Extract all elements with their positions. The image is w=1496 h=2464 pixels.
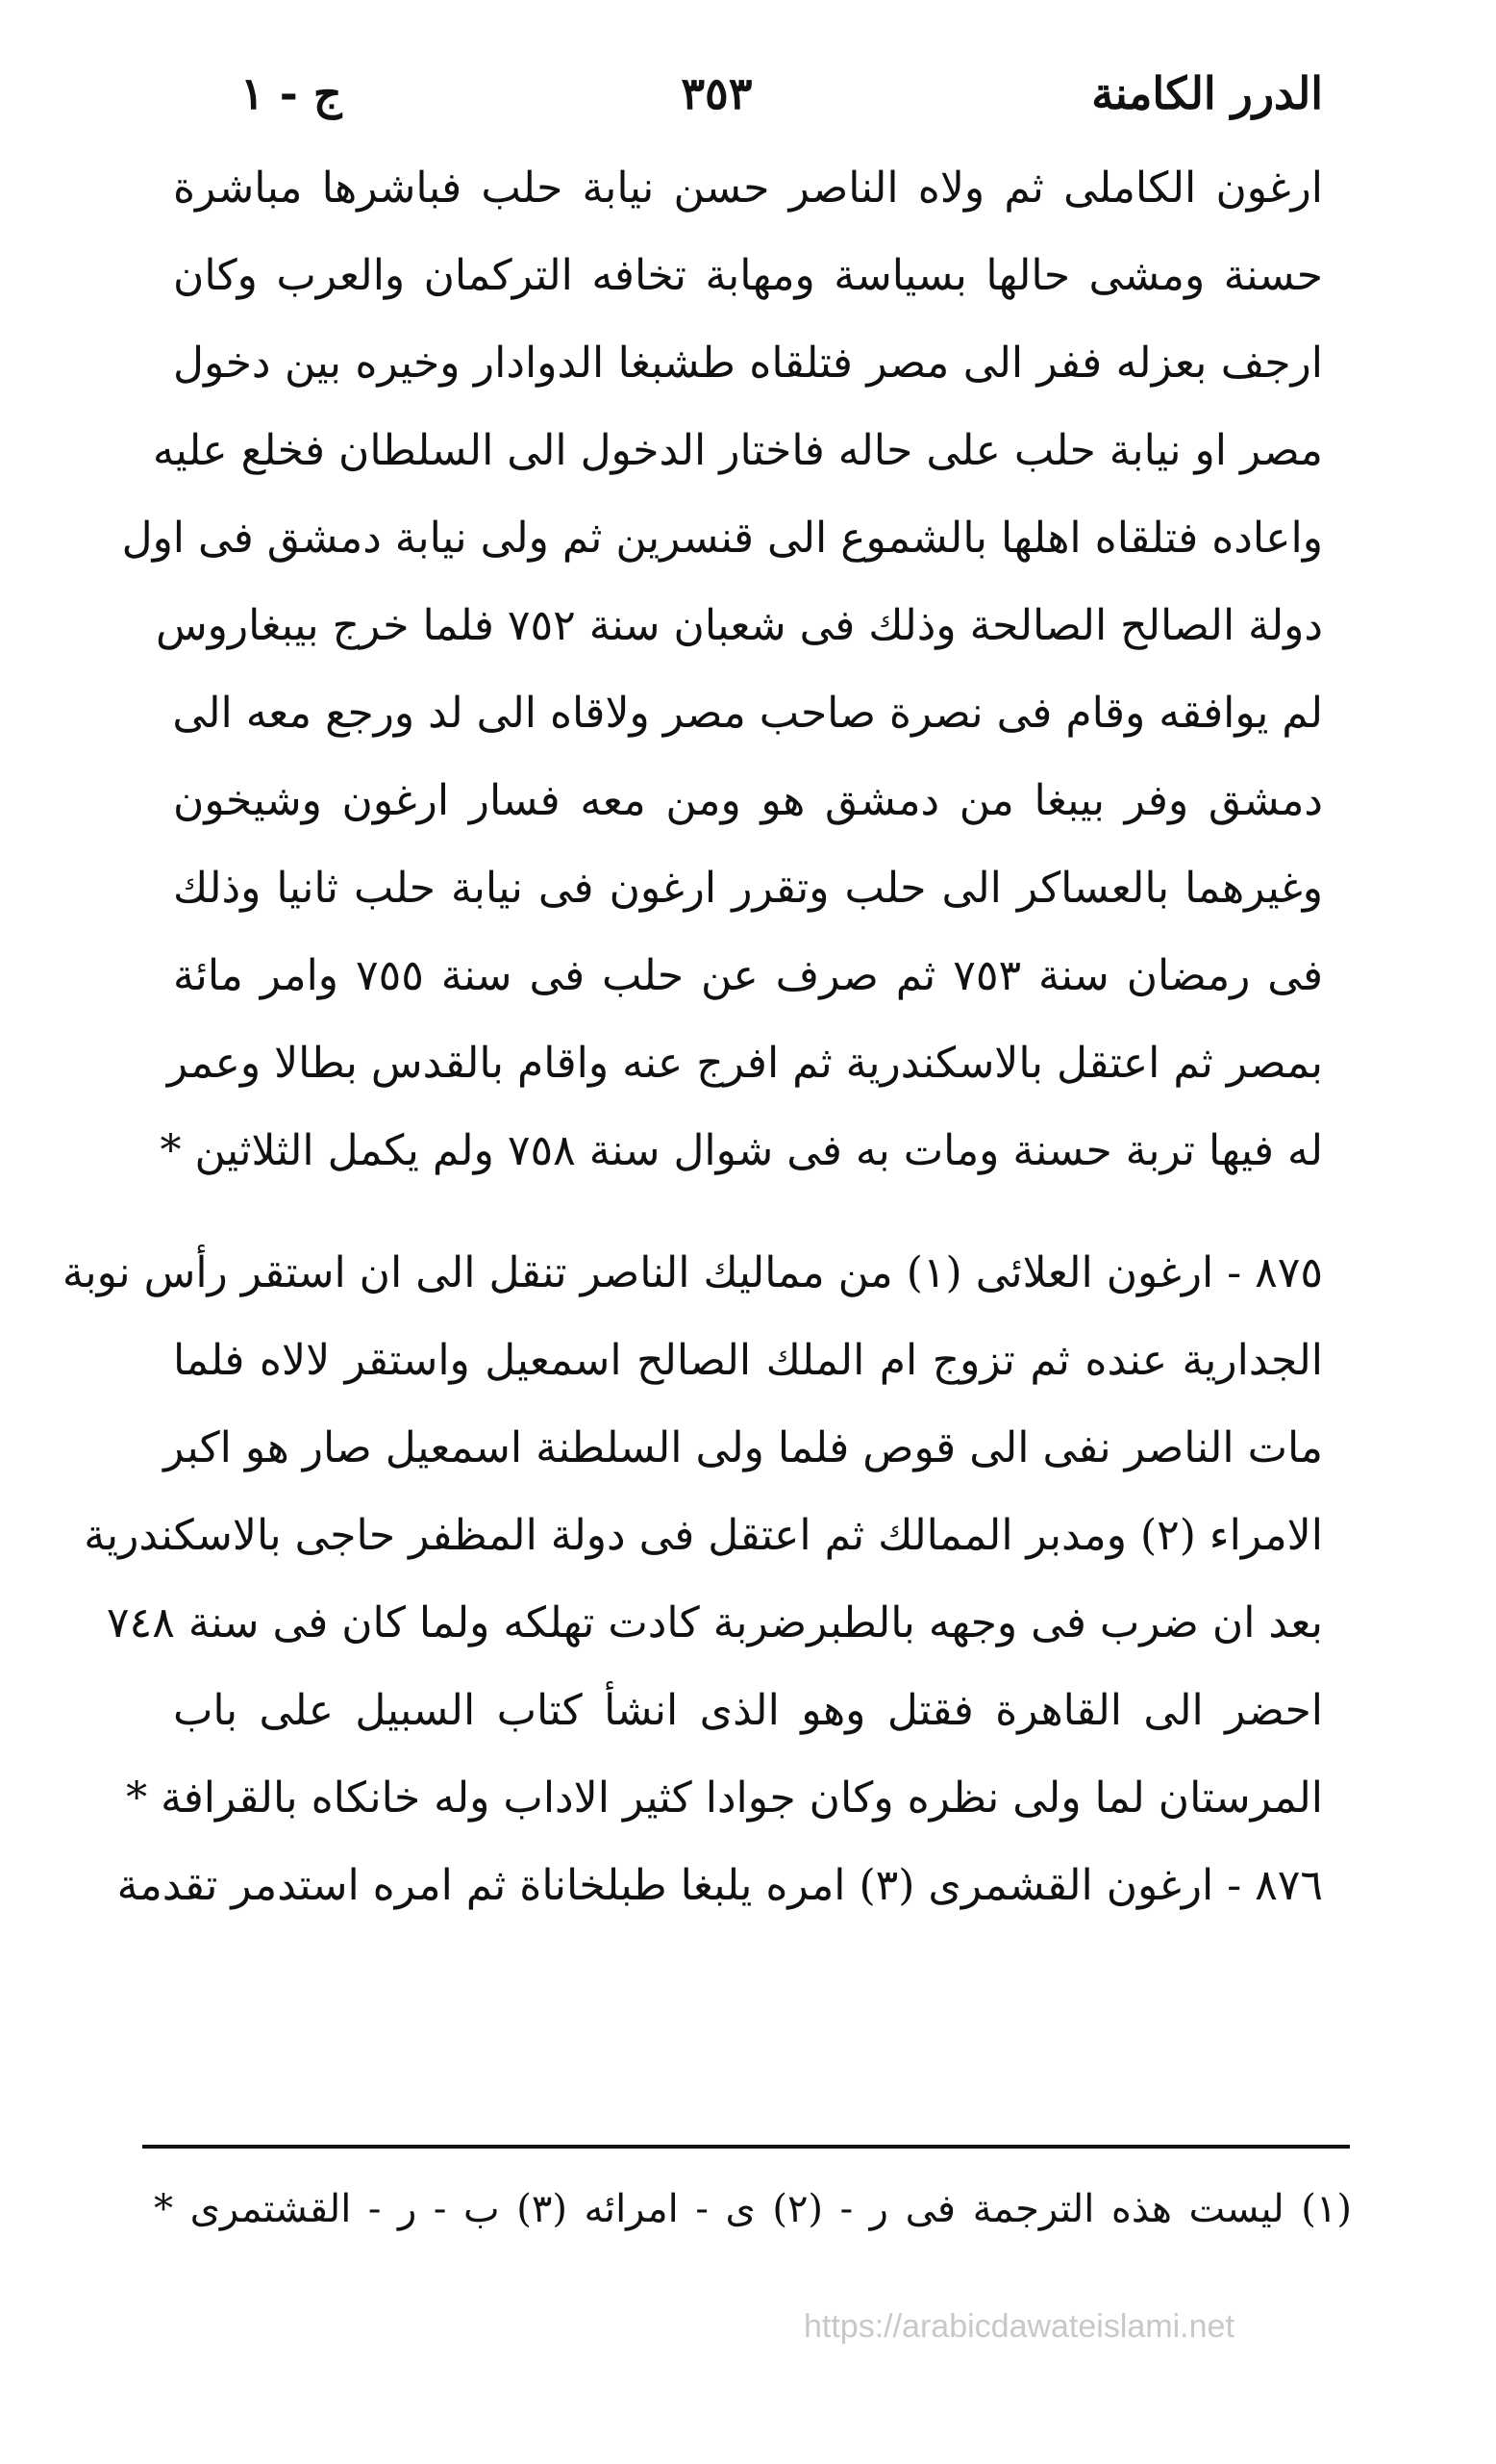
entry-875 xyxy=(62,1229,1323,1842)
text-line: مصر او نيابة حلب على حاله فاختار الدخول الى السلطان فخلع عليه xyxy=(152,426,1323,475)
text-line: فى رمضان سنة ٧٥٣ ثم صرف عن حلب فى سنة ٧٥٥ وامر مائة xyxy=(173,951,1324,1000)
text-line: بعد ان ضرب فى وجهه بالطبرضربة كادت تهلكه ولما كان فى سنة ٧٤٨ xyxy=(106,1598,1323,1647)
entry-gap xyxy=(173,1194,1323,1229)
text-line: ارغون الكاملى ثم ولاه الناصر حسن نيابة حلب فباشرها مباشرة xyxy=(173,163,1323,213)
book-title: الدرر الكامنة xyxy=(1091,67,1323,119)
text-line: ٨٧٥ - ارغون العلائى (١) من مماليك الناصر تنقل الى ان استقر رأس نوبة xyxy=(62,1248,1323,1297)
text-line: الامراء (٢) ومدبر الممالك ثم اعتقل فى دولة المظفر حاجى بالاسكندرية xyxy=(84,1511,1323,1560)
text-line: الجدارية عنده ثم تزوج ام الملك الصالح اسمعيل واستقر لالاه فلما xyxy=(173,1336,1323,1385)
footnote-divider xyxy=(142,2145,1350,2149)
watermark-url: https://arabicdawateislami.net xyxy=(804,2308,1234,2345)
text-line: المرستان لما ولى نظره وكان جوادا كثير الاداب وله خانكاه بالقرافة * xyxy=(126,1773,1323,1823)
text-line: ارجف بعزله ففر الى مصر فتلقاه طشبغا الدوادار وخيره بين دخول xyxy=(173,339,1323,388)
footnotes: (١) ليست هذه الترجمة فى ر - (٢) ى - امرائه (٣) ب - ر - القشتمرى * xyxy=(154,2187,1353,2231)
text-line: واعاده فتلقاه اهلها بالشموع الى قنسرين ثم ولى نيابة دمشق فى اول xyxy=(121,514,1323,563)
text-line: لم يوافقه وقام فى نصرة صاحب مصر ولاقاه الى لد ورجع معه الى xyxy=(172,689,1323,738)
text-line: بمصر ثم اعتقل بالاسكندرية ثم افرج عنه واقام بالقدس بطالا وعمر xyxy=(166,1039,1323,1088)
text-line: حسنة ومشى حالها بسياسة ومهابة تخافه التركمان والعرب وكان xyxy=(173,251,1323,300)
page-number: ٣٥٣ xyxy=(681,67,753,119)
text-line: وغيرهما بالعساكر الى حلب وتقرر ارغون فى نيابة حلب ثانيا وذلك xyxy=(173,864,1323,913)
text-line: ٨٧٦ - ارغون القشمرى (٣) امره يلبغا طبلخاناة ثم امره استدمر تقدمة xyxy=(116,1861,1323,1910)
body-text xyxy=(62,144,1324,1929)
entry-876 xyxy=(116,1842,1323,1929)
text-line: له فيها تربة حسنة ومات به فى شوال سنة ٧٥٨ ولم يكمل الثلاثين * xyxy=(160,1126,1323,1175)
entry-874-continuation xyxy=(121,144,1324,1194)
text-line: دولة الصالح الصالحة وذلك فى شعبان سنة ٧٥٢ فلما خرج بيبغاروس xyxy=(155,601,1323,650)
text-line: مات الناصر نفى الى قوص فلما ولى السلطنة اسمعيل صار هو اكبر xyxy=(163,1423,1323,1472)
text-line: دمشق وفر بيبغا من دمشق هو ومن معه فسار ارغون وشيخون xyxy=(173,776,1323,825)
volume-label: ج - ١ xyxy=(240,67,342,119)
text-line: احضر الى القاهرة فقتل وهو الذى انشأ كتاب السبيل على باب xyxy=(173,1686,1323,1735)
running-header xyxy=(240,60,1323,127)
